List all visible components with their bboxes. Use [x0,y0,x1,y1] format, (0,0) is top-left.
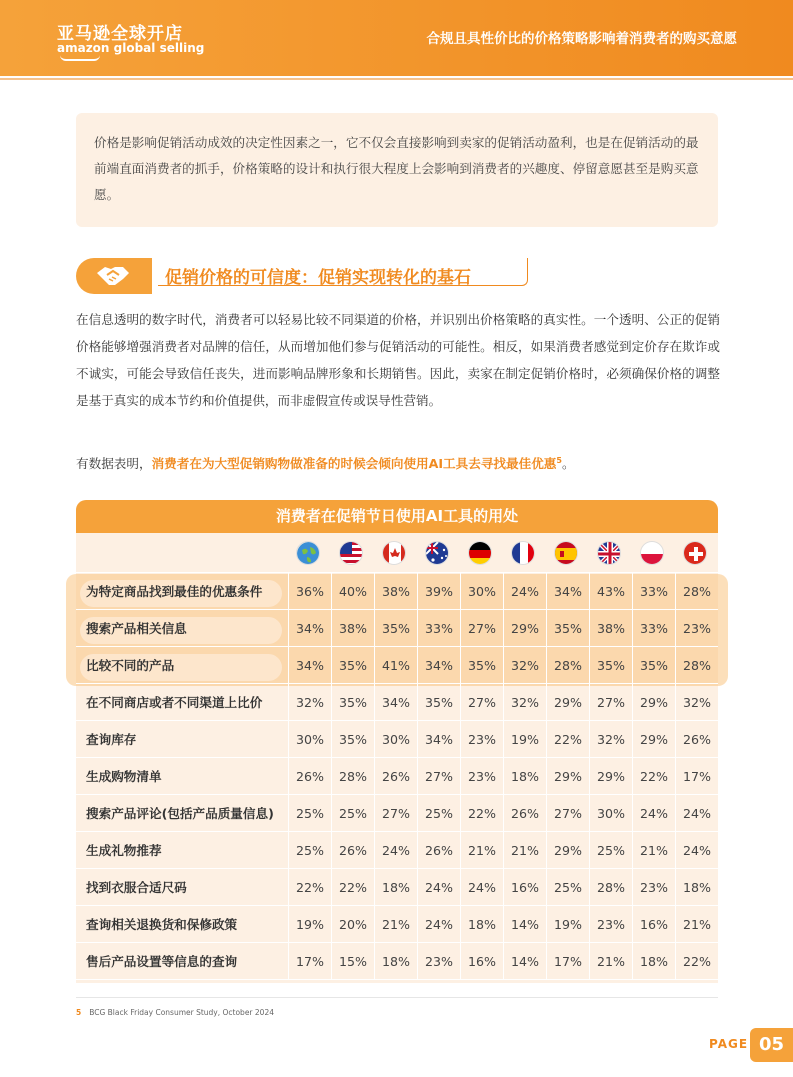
row-label: 找到衣服合适尺码 [86,880,187,895]
australia-flag-icon [425,541,449,565]
table-row [76,795,718,832]
table-cell-switzerland: 22% [675,943,718,980]
table-cell-global: 25% [288,795,331,832]
table-cell-australia: 23% [417,943,460,980]
body-paragraph: 在信息透明的数字时代，消费者可以轻易比较不同渠道的价格，并识别出价格策略的真实性。一个透明、公正的促销价格能够增强消费者对品牌的信任，从而增加他们参与促销活动的可能性。相反，如果消费者感觉到定价存在欺诈或不诚实，可能会导致信任丧失，进而影响品牌形象和长期销售。因此，卖家在制定促销价格时，必须确保价格的调整是基于真实的成本节约和价值提供，而非虚假宣传或误导性营销。 [76,312,720,408]
table-cell-france: 32% [503,647,546,684]
table-row [76,832,718,869]
row-label: 查询库存 [86,732,137,747]
table-cell-uk: 35% [589,647,632,684]
header-divider [0,78,793,80]
table-cell-germany: 18% [460,906,503,943]
page-label: PAGE [709,1037,749,1051]
table-cell-canada: 18% [374,869,417,906]
table-cell-france: 24% [503,573,546,610]
table-cell-canada: 26% [374,758,417,795]
flag-header-row [76,533,718,573]
row-label: 生成礼物推荐 [86,843,162,858]
table-cell-global: 34% [288,647,331,684]
table-cell-poland: 29% [632,721,675,758]
table-cell-france: 14% [503,906,546,943]
table-row [76,943,718,980]
table-cell-canada: 30% [374,721,417,758]
table-cell-switzerland: 26% [675,721,718,758]
table-cell-global: 25% [288,832,331,869]
table-cell-usa: 22% [331,869,374,906]
table-row [76,758,718,795]
table-cell-poland: 21% [632,832,675,869]
table-cell-canada: 24% [374,832,417,869]
table-cell-usa: 40% [331,573,374,610]
table-cell-france: 26% [503,795,546,832]
table-cell-germany: 27% [460,684,503,721]
table-cell-global: 30% [288,721,331,758]
table-cell-spain: 27% [546,795,589,832]
table-cell-spain: 25% [546,869,589,906]
page-number: 05 [750,1028,793,1062]
global-flag-icon [296,541,320,565]
table-cell-canada: 34% [374,684,417,721]
table-cell-usa: 35% [331,721,374,758]
table-cell-switzerland: 18% [675,869,718,906]
table-cell-germany: 23% [460,721,503,758]
germany-flag-icon [468,541,492,565]
logo-chinese: 亚马逊全球开店 [57,24,183,44]
table-cell-australia: 26% [417,832,460,869]
table-cell-germany: 27% [460,610,503,647]
logo-english: amazon global selling [57,41,205,55]
page-header [0,0,793,76]
table-cell-australia: 25% [417,795,460,832]
table-cell-australia: 39% [417,573,460,610]
table-row [76,610,718,647]
table-cell-global: 19% [288,906,331,943]
table-cell-canada: 21% [374,906,417,943]
table-cell-spain: 22% [546,721,589,758]
data-highlight: 消费者在为大型促销购物做准备的时候会倾向使用AI工具去寻找最佳优惠 [151,456,557,472]
table-cell-spain: 19% [546,906,589,943]
table-cell-france: 32% [503,684,546,721]
table-cell-france: 21% [503,832,546,869]
table-cell-poland: 33% [632,573,675,610]
table-cell-germany: 23% [460,758,503,795]
row-label: 为特定商品找到最佳的优惠条件 [86,584,263,599]
table-cell-uk: 30% [589,795,632,832]
table-row [76,573,718,610]
table-cell-global: 26% [288,758,331,795]
table-cell-canada: 35% [374,610,417,647]
table-cell-uk: 28% [589,869,632,906]
spain-flag-icon [554,541,578,565]
table-cell-usa: 15% [331,943,374,980]
table-cell-france: 16% [503,869,546,906]
table-row [76,647,718,684]
table-cell-switzerland: 17% [675,758,718,795]
table-cell-poland: 23% [632,869,675,906]
table-cell-australia: 33% [417,610,460,647]
table-row [76,721,718,758]
table-cell-australia: 35% [417,684,460,721]
table-cell-uk: 23% [589,906,632,943]
footnote-divider [76,997,718,998]
table-cell-australia: 24% [417,906,460,943]
table-cell-uk: 32% [589,721,632,758]
france-flag-icon [511,541,535,565]
table-cell-global: 34% [288,610,331,647]
table-cell-spain: 29% [546,758,589,795]
table-cell-switzerland: 24% [675,795,718,832]
row-label: 查询相关退换货和保修政策 [86,917,238,932]
table-cell-switzerland: 24% [675,832,718,869]
table-cell-australia: 27% [417,758,460,795]
row-label: 比较不同的产品 [86,658,175,673]
table-cell-canada: 41% [374,647,417,684]
table-cell-poland: 33% [632,610,675,647]
table-row [76,684,718,721]
table-cell-usa: 25% [331,795,374,832]
table-cell-poland: 35% [632,647,675,684]
table-cell-switzerland: 28% [675,573,718,610]
table-cell-australia: 34% [417,647,460,684]
table-cell-germany: 16% [460,943,503,980]
table-cell-france: 18% [503,758,546,795]
header-title: 合规且具性价比的价格策略影响着消费者的购买意愿 [426,31,737,47]
table-cell-uk: 29% [589,758,632,795]
table-cell-france: 14% [503,943,546,980]
table-cell-germany: 21% [460,832,503,869]
table-cell-canada: 27% [374,795,417,832]
uk-flag-icon [597,541,621,565]
table-cell-poland: 16% [632,906,675,943]
table-cell-uk: 27% [589,684,632,721]
table-cell-usa: 20% [331,906,374,943]
table-cell-uk: 25% [589,832,632,869]
footnote-ref[interactable]: 5 [556,456,562,465]
table-cell-usa: 28% [331,758,374,795]
canada-flag-icon [382,541,406,565]
table-cell-australia: 24% [417,869,460,906]
row-label: 售后产品设置等信息的查询 [86,954,238,969]
table-cell-spain: 29% [546,684,589,721]
table-cell-switzerland: 23% [675,610,718,647]
data-suffix: 。 [561,456,575,472]
switzerland-flag-icon [683,541,707,565]
handshake-icon [95,263,131,289]
table-cell-poland: 18% [632,943,675,980]
table-cell-spain: 35% [546,610,589,647]
table-cell-spain: 17% [546,943,589,980]
footnote-text: BCG Black Friday Consumer Study, October 2024 [89,1008,274,1017]
intro-box: 价格是影响促销活动成效的决定性因素之一，它不仅会直接影响到卖家的促销活动盈利，也是在促销活动的最前端直面消费者的抓手，价格策略的设计和执行很大程度上会影响到消费者的兴趣度、停留意愿甚至是购买意愿。 [76,113,718,227]
table-cell-usa: 26% [331,832,374,869]
usa-flag-icon [339,541,363,565]
row-label: 生成购物清单 [86,769,162,784]
table-cell-germany: 22% [460,795,503,832]
table-cell-germany: 35% [460,647,503,684]
table-cell-poland: 29% [632,684,675,721]
footnote [76,1008,274,1017]
table-cell-usa: 38% [331,610,374,647]
table-cell-usa: 35% [331,647,374,684]
table-cell-switzerland: 32% [675,684,718,721]
amazon-smile-icon [60,55,100,61]
table-cell-germany: 30% [460,573,503,610]
table-cell-spain: 28% [546,647,589,684]
table-cell-switzerland: 28% [675,647,718,684]
row-label: 在不同商店或者不同渠道上比价 [86,695,263,710]
table-cell-canada: 18% [374,943,417,980]
table-cell-germany: 24% [460,869,503,906]
table-cell-france: 29% [503,610,546,647]
row-label: 搜索产品相关信息 [86,621,187,636]
table-row [76,906,718,943]
table-cell-global: 22% [288,869,331,906]
table-cell-uk: 21% [589,943,632,980]
table-title: 消费者在促销节日使用AI工具的用处 [76,500,718,533]
table-cell-poland: 22% [632,758,675,795]
table-cell-switzerland: 21% [675,906,718,943]
table-cell-canada: 38% [374,573,417,610]
poland-flag-icon [640,541,664,565]
row-label: 搜索产品评论(包括产品质量信息) [86,806,274,821]
table-cell-uk: 38% [589,610,632,647]
table-cell-global: 32% [288,684,331,721]
table-cell-uk: 43% [589,573,632,610]
table-cell-spain: 29% [546,832,589,869]
table-cell-australia: 34% [417,721,460,758]
section-divider [152,258,158,294]
table-row [76,869,718,906]
footnote-number: 5 [76,1008,82,1017]
table-cell-global: 36% [288,573,331,610]
table-cell-poland: 24% [632,795,675,832]
table-cell-usa: 35% [331,684,374,721]
table-cell-global: 17% [288,943,331,980]
table-cell-spain: 34% [546,573,589,610]
data-statement [76,450,720,475]
table-cell-france: 19% [503,721,546,758]
data-prefix: 有数据表明， [76,456,152,472]
section-title: 促销价格的可信度：促销实现转化的基石 [165,268,471,288]
